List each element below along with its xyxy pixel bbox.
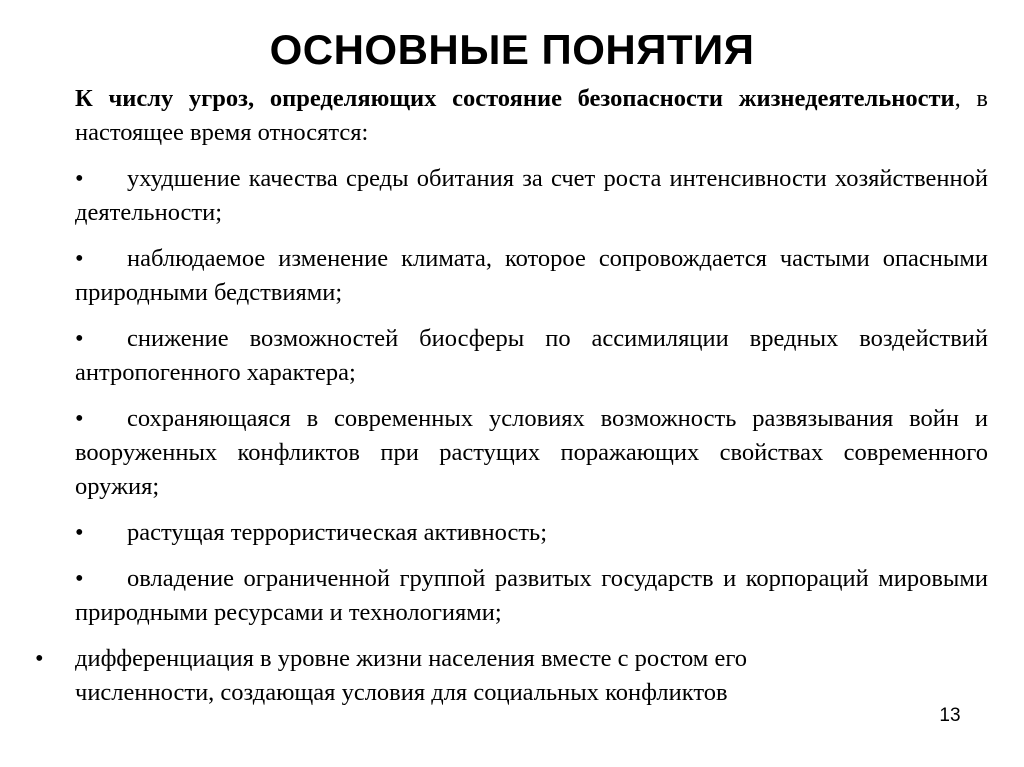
bullet-icon: • (75, 165, 84, 192)
list-item-text: ухудшение качества среды обитания за счет роста интенсивности хозяйственной деятельности; (75, 165, 988, 226)
intro-rest-text: , в настоящее время относятся: (75, 85, 988, 146)
list-item-text: овладение ограниченной группой развитых государств и корпораций мировыми природными ресурсами и технологиями; (75, 565, 988, 626)
list-item-text: снижение возможностей биосферы по ассимиляции вредных воздействий антропогенного характера; (75, 325, 988, 386)
page-number: 13 (939, 705, 961, 726)
bullet-icon: • (75, 565, 84, 592)
bullet-icon: • (75, 519, 84, 546)
list-item (75, 162, 988, 230)
last-list-item (35, 642, 988, 710)
bullet-icon: • (75, 245, 84, 272)
intro-bold-text: К числу угроз, определяющих состояние безопасности жизнедеятельности (75, 85, 955, 112)
list-item (75, 516, 988, 550)
last-item-line-1: дифференциация в уровне жизни населения вместе с ростом его (75, 645, 748, 672)
bullet-icon: • (75, 405, 84, 432)
list-item (75, 242, 988, 310)
slide-content (35, 82, 988, 710)
list-item (75, 562, 988, 630)
slide-title: ОСНОВНЫЕ ПОНЯТИЯ (269, 26, 755, 73)
list-item-text: растущая террористическая активность; (127, 519, 548, 546)
list-item (75, 322, 988, 390)
list-item-text: сохраняющаяся в современных условиях возможность развязывания войн и вооруженных конфликтов при растущих поражающих свойствах современного оружия; (75, 405, 988, 500)
last-item-line-2: численности, создающая условия для социальных конфликтов (75, 679, 728, 706)
bullet-icon: • (75, 325, 84, 352)
intro-paragraph (75, 82, 988, 150)
bullet-icon: • (35, 645, 44, 672)
list-item-text: наблюдаемое изменение климата, которое сопровождается частыми опасными природными бедствиями; (75, 245, 988, 306)
list-item (75, 402, 988, 504)
